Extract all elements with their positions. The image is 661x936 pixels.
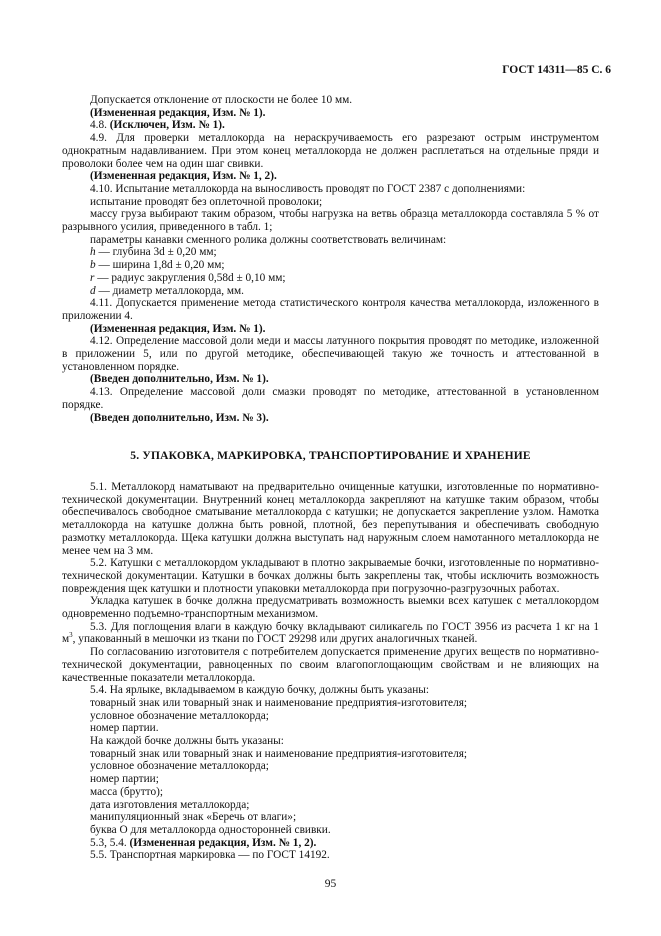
paragraph: 5.1. Металлокорд наматывают на предварительно очищенные катушки, изготовленные по нормативно-технической документации. Внутренний конец металлокорда закрепляют на катушке таким образом, чтобы обеспечивалось свободное сматывание металлокорда с катушки; не допускается закрепление узлом. Намотка металлокорда на катушке должна быть ровной, плотной, без перепутывания и обеспечивать свободную размотку металлокорда. Щека катушки должна выступать над наружным слоем намотанного металлокорда не менее чем на 3 мм. [62, 480, 599, 557]
paragraph: буква О для металлокорда односторонней свивки. [90, 823, 331, 836]
paragraph: 4.9. Для проверки металлокорда на нераскручиваемость его разрезают острым инструментом однократным надавливанием. При этом конец металлокорда не должен расплетаться на отдельные пряди и проволоки более чем на один шаг свивки. [62, 132, 599, 170]
paragraph: параметры канавки сменного ролика должны соответствовать величинам: [90, 233, 447, 246]
paragraph: условное обозначение металлокорда; [90, 709, 269, 722]
p53-sup: 3 [69, 631, 73, 640]
parameter-item [62, 272, 599, 285]
paragraph: испытание проводят без оплеточной проволоки; [90, 195, 323, 208]
blocks-top [62, 94, 599, 246]
document-body [62, 94, 599, 862]
parameter-symbol: r [90, 271, 95, 284]
section-title: 5. УПАКОВКА, МАРКИРОВКА, ТРАНСПОРТИРОВАНИЕ И ХРАНЕНИЕ [130, 450, 531, 463]
parameter-symbol: h [90, 246, 96, 259]
parameter-text: — ширина 1,8d ± 0,20 мм; [95, 259, 225, 272]
amendment-note: (Введен дополнительно, Изм. № 1). [90, 373, 269, 386]
paragraph: условное обозначение металлокорда; [90, 760, 269, 773]
paragraph: На каждой бочке должны быть указаны: [90, 735, 284, 748]
paragraph: 4.13. Определение массовой доли смазки проводят по методике, аттестованной в установленном порядке. [62, 386, 599, 411]
clause-number: 4.8. [90, 119, 110, 132]
paragraph: Допускается отклонение от плоскости не более 10 мм. [90, 94, 353, 106]
amendment-note: (Измененная редакция, Изм. № 1). [90, 106, 266, 119]
paragraph-5-3 [62, 621, 599, 646]
paragraph: Укладка катушек в бочке должна предусматривать возможность выемки всех катушек с металлокордом одновременно подъемно-транспортным механизмом. [62, 595, 599, 621]
parameter-item [62, 285, 599, 298]
paragraph: манипуляционный знак «Беречь от влаги»; [90, 811, 297, 824]
parameter-text: — радиус закругления 0,58d ± 0,10 мм; [94, 271, 286, 284]
amendment-note: (Исключен, Изм. № 1). [109, 119, 225, 132]
parameter-item [62, 259, 599, 272]
paragraph: дата изготовления металлокорда; [90, 798, 250, 811]
paragraph [62, 837, 599, 850]
paragraph: 4.10. Испытание металлокорда на выносливость проводят по ГОСТ 2387 с дополнениями: [90, 182, 526, 195]
p53-post: , упакованный в мешочки из ткани по ГОСТ 29298 или других аналогичных тканей. [72, 633, 478, 646]
amendment-note: (Введен дополнительно, Изм. № 3). [90, 411, 269, 424]
page-number: 95 [324, 878, 337, 890]
parameter-text: — глубина 3d ± 0,20 мм; [95, 246, 217, 259]
section-5-part-b [62, 646, 599, 862]
blocks-mid [62, 297, 599, 424]
parameter-text: — диаметр металлокорда, мм. [95, 284, 244, 297]
p53-pre: 5.3. Для поглощения влаги в каждую бочку вкладывают силикагель по ГОСТ 3956 из расчета 1 кг на 1 м [62, 620, 599, 646]
section-5-part-a [62, 481, 599, 621]
paragraph: товарный знак или товарный знак и наименование предприятия-изготовителя; [90, 696, 468, 709]
paragraph: массу груза выбирают таким образом, чтобы нагрузка на ветвь образца металлокорда составляла 5 % от разрывного усилия, приведенного в табл. 1; [62, 208, 599, 234]
paragraph: 4.11. Допускается применение метода статистического контроля качества металлокорда, изложенного в приложении 4. [62, 297, 599, 322]
paragraph: 5.2. Катушки с металлокордом укладывают в плотно закрываемые бочки, изготовленные по нормативно-технической документации. Катушки в бочках должны быть закреплены так, чтобы исключить возможность повреждения щек катушки и плотности упаковки металлокорда при погрузочно-разгрузочных работах. [62, 557, 599, 595]
paragraph: масса (брутто); [90, 785, 164, 798]
paragraph: 5.5. Транспортная маркировка — по ГОСТ 14192. [90, 849, 330, 862]
paragraph: номер партии. [90, 722, 159, 735]
page-header: ГОСТ 14311—85 С. 6 [502, 64, 611, 76]
parameter-symbol: d [90, 284, 96, 297]
parameter-item [62, 246, 599, 259]
groove-parameters [62, 246, 599, 297]
amendment-note: (Измененная редакция, Изм. № 1, 2). [129, 836, 317, 849]
paragraph: По согласованию изготовителя с потребителем допускается применение других веществ по нормативно-технической документации, равноценных по своим влагопоглощающим свойствам и не влияющих на качественные показатели металлокорда. [62, 646, 599, 684]
clause-number: 5.3, 5.4. [90, 836, 130, 849]
parameter-symbol: b [90, 259, 96, 272]
paragraph: товарный знак или товарный знак и наименование предприятия-изготовителя; [90, 747, 468, 760]
paragraph: номер партии; [90, 773, 159, 786]
amendment-note: (Измененная редакция, Изм. № 1). [90, 322, 266, 335]
amendment-note: (Измененная редакция, Изм. № 1, 2). [90, 170, 277, 183]
paragraph: 5.4. На ярлыке, вкладываемом в каждую бочку, должны быть указаны: [90, 684, 430, 697]
paragraph: 4.12. Определение массовой доли меди и массы латунного покрытия проводят по методике, изложенной в приложении 5, или по другой методике, обеспечивающей такую же точность и аттестованной в установленном порядке. [62, 335, 599, 373]
paragraph [62, 119, 599, 132]
